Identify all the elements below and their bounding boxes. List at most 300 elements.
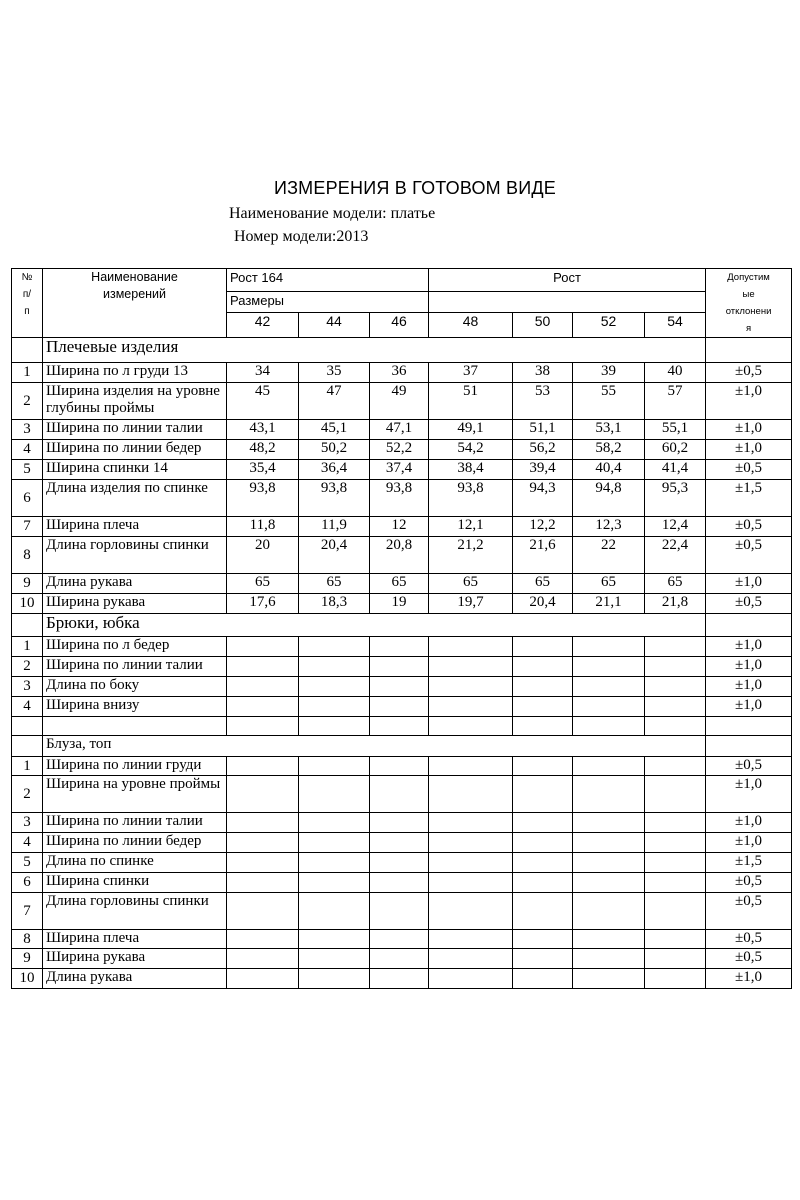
empty-cell [43, 717, 227, 736]
value-cell [227, 776, 299, 813]
value-cell: 21,1 [573, 594, 645, 614]
empty-cell [227, 717, 299, 736]
value-cell [513, 930, 573, 949]
value-cell [227, 697, 299, 717]
empty-cell [573, 717, 645, 736]
row-number: 9 [12, 949, 43, 969]
value-cell [429, 697, 513, 717]
value-cell [513, 757, 573, 776]
table-row [12, 440, 792, 460]
row-number: 2 [12, 383, 43, 420]
value-cell: 58,2 [573, 440, 645, 460]
value-cell: 93,8 [370, 480, 429, 517]
size-header-cell: 44 [299, 312, 370, 337]
value-cell: 35 [299, 363, 370, 383]
value-cell [645, 930, 706, 949]
value-cell: 38,4 [429, 460, 513, 480]
section-title: Блуза, топ [43, 736, 706, 757]
value-cell [227, 969, 299, 989]
value-cell [299, 697, 370, 717]
value-cell [299, 776, 370, 813]
section-tolerance-empty [706, 614, 792, 637]
tolerance-cell: ±1,0 [706, 383, 792, 420]
tolerance-cell: ±1,0 [706, 776, 792, 813]
tolerance-cell: ±1,0 [706, 574, 792, 594]
value-cell [645, 757, 706, 776]
table-row [12, 637, 792, 657]
value-cell [227, 813, 299, 833]
value-cell: 35,4 [227, 460, 299, 480]
size-header-cell: 46 [370, 312, 429, 337]
row-number: 1 [12, 363, 43, 383]
value-cell [645, 949, 706, 969]
tolerance-cell: ±1,0 [706, 637, 792, 657]
section-row [12, 614, 792, 637]
value-cell [513, 657, 573, 677]
value-cell [513, 969, 573, 989]
value-cell [429, 833, 513, 853]
value-cell: 21,8 [645, 594, 706, 614]
value-cell: 52,2 [370, 440, 429, 460]
header-tolerance [706, 269, 792, 338]
value-cell: 94,3 [513, 480, 573, 517]
value-cell: 36,4 [299, 460, 370, 480]
tolerance-cell: ±1,0 [706, 677, 792, 697]
value-cell [429, 757, 513, 776]
value-cell [299, 930, 370, 949]
row-number: 4 [12, 833, 43, 853]
value-cell [513, 893, 573, 930]
value-cell [573, 813, 645, 833]
value-cell [429, 969, 513, 989]
value-cell: 20,4 [299, 537, 370, 574]
value-cell [370, 969, 429, 989]
value-cell: 34 [227, 363, 299, 383]
section-number-empty [12, 736, 43, 757]
value-cell [227, 677, 299, 697]
value-cell [573, 677, 645, 697]
value-cell [227, 873, 299, 893]
value-cell [645, 657, 706, 677]
tolerance-cell: ±0,5 [706, 757, 792, 776]
value-cell [370, 677, 429, 697]
value-cell [573, 757, 645, 776]
row-number: 1 [12, 637, 43, 657]
row-number: 3 [12, 677, 43, 697]
row-measurement-name: Ширина на уровне проймы [43, 776, 227, 813]
value-cell: 51,1 [513, 420, 573, 440]
sizes-label-empty [429, 292, 706, 313]
height-label: Рост [429, 269, 706, 292]
row-measurement-name: Длина рукава [43, 574, 227, 594]
value-cell [573, 833, 645, 853]
value-cell: 65 [370, 574, 429, 594]
table-row [12, 833, 792, 853]
value-cell [370, 776, 429, 813]
row-number: 7 [12, 893, 43, 930]
row-measurement-name: Ширина по л бедер [43, 637, 227, 657]
value-cell [370, 697, 429, 717]
value-cell: 65 [645, 574, 706, 594]
empty-cell [12, 717, 43, 736]
tolerance-cell: ±0,5 [706, 537, 792, 574]
value-cell [370, 873, 429, 893]
table-row [12, 420, 792, 440]
value-cell [429, 657, 513, 677]
value-cell: 93,8 [429, 480, 513, 517]
table-row [12, 677, 792, 697]
row-number: 1 [12, 757, 43, 776]
value-cell: 19 [370, 594, 429, 614]
value-cell: 53,1 [573, 420, 645, 440]
value-cell [227, 893, 299, 930]
table-row [12, 594, 792, 614]
row-number: 10 [12, 969, 43, 989]
value-cell: 50,2 [299, 440, 370, 460]
tolerance-cell: ±0,5 [706, 930, 792, 949]
value-cell [370, 853, 429, 873]
tolerance-cell: ±0,5 [706, 594, 792, 614]
value-cell [370, 637, 429, 657]
header-number [12, 269, 43, 338]
value-cell: 20,4 [513, 594, 573, 614]
value-cell: 11,8 [227, 517, 299, 537]
row-number: 8 [12, 537, 43, 574]
value-cell: 56,2 [513, 440, 573, 460]
size-header-cell: 52 [573, 312, 645, 337]
value-cell [299, 757, 370, 776]
value-cell: 49 [370, 383, 429, 420]
value-cell: 22 [573, 537, 645, 574]
value-cell [513, 776, 573, 813]
value-cell [645, 853, 706, 873]
value-cell: 47,1 [370, 420, 429, 440]
tolerance-cell: ±1,0 [706, 833, 792, 853]
value-cell [513, 813, 573, 833]
value-cell [299, 949, 370, 969]
table-row [12, 657, 792, 677]
empty-cell [513, 717, 573, 736]
value-cell: 41,4 [645, 460, 706, 480]
tolerance-cell: ±0,5 [706, 893, 792, 930]
value-cell [645, 833, 706, 853]
size-header-cell: 48 [429, 312, 513, 337]
value-cell: 21,2 [429, 537, 513, 574]
empty-cell [706, 717, 792, 736]
page-title: ИЗМЕРЕНИЯ В ГОТОВОМ ВИДЕ [273, 178, 557, 198]
value-cell: 19,7 [429, 594, 513, 614]
value-cell [573, 873, 645, 893]
table-row [12, 813, 792, 833]
section-row [12, 338, 792, 363]
row-number: 8 [12, 930, 43, 949]
value-cell [299, 873, 370, 893]
empty-row [12, 717, 792, 736]
row-measurement-name: Длина горловины спинки [43, 893, 227, 930]
value-cell: 20 [227, 537, 299, 574]
value-cell: 12,4 [645, 517, 706, 537]
value-cell: 55 [573, 383, 645, 420]
header-tolerance-line: ые [742, 289, 755, 300]
value-cell [370, 833, 429, 853]
value-cell [299, 813, 370, 833]
tolerance-cell: ±0,5 [706, 949, 792, 969]
value-cell: 53 [513, 383, 573, 420]
section-tolerance-empty [706, 736, 792, 757]
value-cell [227, 833, 299, 853]
value-cell [370, 893, 429, 930]
table-row [12, 383, 792, 420]
size-header-cell: 42 [227, 312, 299, 337]
table-row [12, 697, 792, 717]
tolerance-cell: ±1,0 [706, 969, 792, 989]
value-cell [227, 757, 299, 776]
value-cell: 36 [370, 363, 429, 383]
value-cell [645, 813, 706, 833]
value-cell [227, 657, 299, 677]
table-row [12, 574, 792, 594]
row-measurement-name: Ширина плеча [43, 517, 227, 537]
value-cell [370, 757, 429, 776]
table-row [12, 949, 792, 969]
row-measurement-name: Длина горловины спинки [43, 537, 227, 574]
value-cell [429, 949, 513, 969]
value-cell [513, 697, 573, 717]
value-cell [645, 697, 706, 717]
section-title: Плечевые изделия [43, 338, 706, 363]
value-cell [429, 776, 513, 813]
height-label-164: Рост 164 [227, 269, 429, 292]
row-number: 3 [12, 813, 43, 833]
measurements-table [11, 268, 792, 989]
model-name: Наименование модели: платье [229, 205, 436, 222]
value-cell [513, 677, 573, 697]
section-number-empty [12, 614, 43, 637]
header-tolerance-line: Допустим [727, 272, 770, 283]
value-cell: 40 [645, 363, 706, 383]
value-cell: 57 [645, 383, 706, 420]
value-cell [645, 873, 706, 893]
value-cell [573, 930, 645, 949]
header-tolerance-line: отклонени [725, 306, 772, 317]
table-row [12, 853, 792, 873]
tolerance-cell: ±1,5 [706, 480, 792, 517]
header-name-line: измерений [102, 287, 167, 301]
value-cell [573, 853, 645, 873]
value-cell [429, 893, 513, 930]
value-cell: 65 [429, 574, 513, 594]
empty-cell [299, 717, 370, 736]
row-measurement-name: Ширина изделия на уровне глубины проймы [43, 383, 227, 420]
value-cell: 20,8 [370, 537, 429, 574]
empty-cell [370, 717, 429, 736]
row-number: 5 [12, 460, 43, 480]
value-cell [370, 930, 429, 949]
value-cell [513, 873, 573, 893]
table-row [12, 517, 792, 537]
value-cell [573, 697, 645, 717]
row-number: 7 [12, 517, 43, 537]
header-name-line: Наименование [91, 270, 178, 284]
tolerance-cell: ±0,5 [706, 873, 792, 893]
value-cell [513, 833, 573, 853]
value-cell: 22,4 [645, 537, 706, 574]
value-cell [370, 949, 429, 969]
value-cell: 21,6 [513, 537, 573, 574]
table-row [12, 460, 792, 480]
row-measurement-name: Ширина спинки [43, 873, 227, 893]
value-cell [370, 657, 429, 677]
value-cell [513, 637, 573, 657]
value-cell: 65 [227, 574, 299, 594]
row-measurement-name: Ширина по л груди 13 [43, 363, 227, 383]
row-number: 10 [12, 594, 43, 614]
row-measurement-name: Ширина по линии талии [43, 813, 227, 833]
value-cell: 37,4 [370, 460, 429, 480]
value-cell: 93,8 [299, 480, 370, 517]
value-cell [429, 853, 513, 873]
tolerance-cell: ±1,0 [706, 813, 792, 833]
row-measurement-name: Длина по боку [43, 677, 227, 697]
value-cell: 95,3 [645, 480, 706, 517]
table-row [12, 930, 792, 949]
row-measurement-name: Ширина по линии бедер [43, 833, 227, 853]
header-tolerance-line: я [745, 323, 752, 334]
tolerance-cell: ±1,0 [706, 440, 792, 460]
section-number-empty [12, 338, 43, 363]
value-cell: 38 [513, 363, 573, 383]
row-measurement-name: Ширина рукава [43, 949, 227, 969]
empty-cell [645, 717, 706, 736]
value-cell [299, 833, 370, 853]
row-number: 5 [12, 853, 43, 873]
value-cell [429, 873, 513, 893]
table-row [12, 969, 792, 989]
row-measurement-name: Ширина по линии талии [43, 657, 227, 677]
tolerance-cell: ±0,5 [706, 460, 792, 480]
value-cell [227, 637, 299, 657]
value-cell: 17,6 [227, 594, 299, 614]
tolerance-cell: ±1,5 [706, 853, 792, 873]
value-cell [299, 969, 370, 989]
size-header-cell: 54 [645, 312, 706, 337]
value-cell: 45,1 [299, 420, 370, 440]
row-measurement-name: Ширина по линии бедер [43, 440, 227, 460]
value-cell [227, 930, 299, 949]
value-cell [573, 969, 645, 989]
value-cell [429, 930, 513, 949]
value-cell: 37 [429, 363, 513, 383]
row-number: 9 [12, 574, 43, 594]
model-number: Номер модели:2013 [234, 228, 369, 245]
value-cell: 47 [299, 383, 370, 420]
value-cell [227, 949, 299, 969]
value-cell [573, 893, 645, 930]
section-tolerance-empty [706, 338, 792, 363]
row-measurement-name: Ширина по линии талии [43, 420, 227, 440]
row-measurement-name: Длина изделия по спинке [43, 480, 227, 517]
value-cell: 43,1 [227, 420, 299, 440]
value-cell [645, 637, 706, 657]
row-measurement-name: Длина рукава [43, 969, 227, 989]
header-number-line: п/ [22, 289, 32, 300]
row-measurement-name: Ширина спинки 14 [43, 460, 227, 480]
row-number: 2 [12, 657, 43, 677]
table-row [12, 537, 792, 574]
table-row [12, 893, 792, 930]
value-cell [573, 776, 645, 813]
value-cell: 60,2 [645, 440, 706, 460]
value-cell [429, 677, 513, 697]
table-row [12, 757, 792, 776]
tolerance-cell: ±0,5 [706, 517, 792, 537]
row-number: 4 [12, 697, 43, 717]
value-cell [573, 949, 645, 969]
value-cell [573, 657, 645, 677]
value-cell: 65 [299, 574, 370, 594]
value-cell [573, 637, 645, 657]
header-measurement-name [43, 269, 227, 338]
row-measurement-name: Ширина по линии груди [43, 757, 227, 776]
value-cell [645, 893, 706, 930]
row-number: 3 [12, 420, 43, 440]
value-cell: 93,8 [227, 480, 299, 517]
row-number: 4 [12, 440, 43, 460]
header-number-line: п [24, 306, 30, 317]
value-cell: 12,1 [429, 517, 513, 537]
value-cell: 48,2 [227, 440, 299, 460]
row-number: 2 [12, 776, 43, 813]
value-cell: 12 [370, 517, 429, 537]
section-row [12, 736, 792, 757]
row-number: 6 [12, 873, 43, 893]
value-cell: 65 [573, 574, 645, 594]
empty-cell [429, 717, 513, 736]
value-cell: 54,2 [429, 440, 513, 460]
table-row [12, 873, 792, 893]
value-cell: 12,3 [573, 517, 645, 537]
section-title: Брюки, юбка [43, 614, 706, 637]
header-number-line: № [21, 272, 33, 283]
value-cell: 51 [429, 383, 513, 420]
tolerance-cell: ±1,0 [706, 697, 792, 717]
value-cell [370, 813, 429, 833]
tolerance-cell: ±0,5 [706, 363, 792, 383]
value-cell: 39 [573, 363, 645, 383]
table-row [12, 776, 792, 813]
value-cell: 40,4 [573, 460, 645, 480]
value-cell: 39,4 [513, 460, 573, 480]
sizes-label: Размеры [227, 292, 429, 313]
tolerance-cell: ±1,0 [706, 657, 792, 677]
value-cell [513, 949, 573, 969]
value-cell: 12,2 [513, 517, 573, 537]
value-cell [299, 657, 370, 677]
value-cell: 45 [227, 383, 299, 420]
value-cell [299, 637, 370, 657]
value-cell [429, 813, 513, 833]
value-cell [645, 969, 706, 989]
value-cell [645, 776, 706, 813]
row-measurement-name: Ширина внизу [43, 697, 227, 717]
row-number: 6 [12, 480, 43, 517]
value-cell: 55,1 [645, 420, 706, 440]
value-cell [299, 677, 370, 697]
value-cell [299, 893, 370, 930]
size-header-cell: 50 [513, 312, 573, 337]
table-row [12, 480, 792, 517]
row-measurement-name: Длина по спинке [43, 853, 227, 873]
